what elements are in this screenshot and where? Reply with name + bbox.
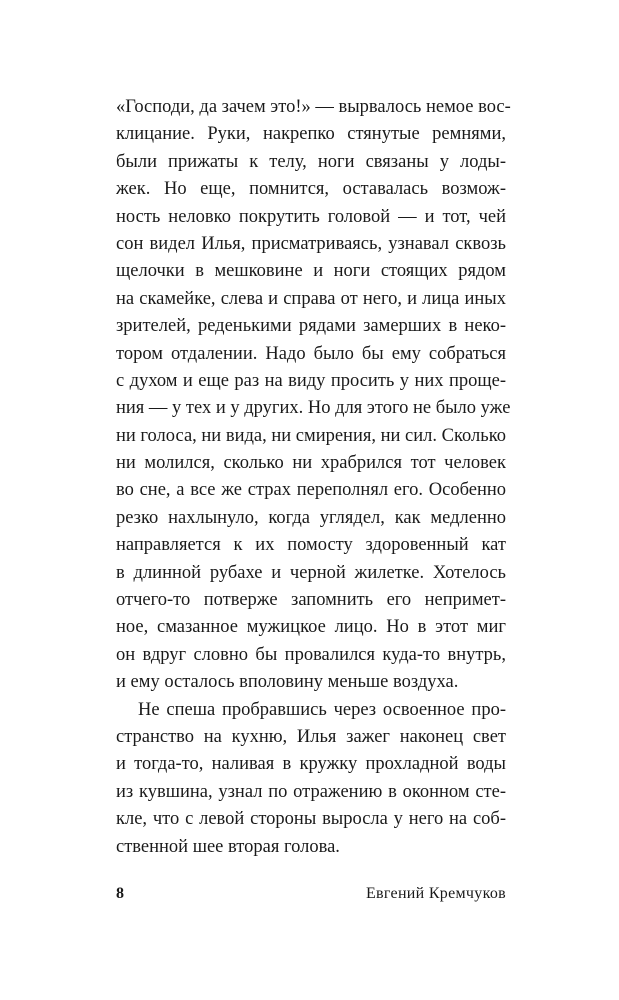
page-footer [116, 882, 506, 906]
text-line: ния — у тех и у других. Но для этого не было уже [116, 398, 511, 419]
text-line: и ему осталось вполовину меньше воздуха. [116, 672, 459, 693]
body-text [116, 94, 511, 861]
text-line: отчего-то потверже запомнить его непримет- [116, 590, 506, 611]
text-line: из кувшина, узнал по отражению в оконном сте- [116, 781, 506, 802]
text-line: «Господи, да зачем это!» — вырвалось немое вос- [116, 97, 511, 117]
text-line: зрителей, реденькими рядами замерших в неко- [116, 316, 506, 337]
paragraph-2 [116, 697, 506, 861]
text-line: ность неловко покрутить головой — и тот, чей [116, 206, 506, 227]
text-line: во сне, а все же страх переполнял его. Особенно [116, 480, 506, 501]
text-line: кле, что с левой стороны выросла у него на соб- [116, 809, 506, 830]
text-line: тором отдалении. Надо было бы ему собраться [116, 343, 506, 364]
text-line: он вдруг словно бы провалился куда-то внутрь, [116, 644, 506, 665]
running-title-author: Евгений Кремчуков [365, 885, 506, 902]
text-line: ное, смазанное мужицкое лицо. Но в этот миг [116, 617, 506, 638]
text-line: щелочки в мешковине и ноги стоящих рядом [116, 261, 506, 282]
text-line: ни молился, сколько ни храбрился тот человек [116, 453, 506, 474]
text-line: и тогда-то, наливая в кружку прохладной воды [116, 754, 506, 775]
text-line: резко нахлынуло, когда углядел, как медленно [116, 507, 506, 528]
text-line: ственной шее вторая голова. [116, 836, 340, 857]
text-line: странство на кухню, Илья зажег наконец свет [116, 726, 506, 747]
page-number: 8 [116, 885, 125, 902]
text-line: были прижаты к телу, ноги связаны у лоды- [116, 151, 506, 172]
text-line: направляется к их помосту здоровенный кат [116, 535, 506, 556]
text-line: жек. Но еще, помнится, оставалась возмож- [116, 179, 506, 200]
text-line: клицание. Руки, накрепко стянутые ремнями, [116, 124, 506, 145]
text-line: сон видел Илья, присматриваясь, узнавал сквозь [116, 233, 506, 254]
text-line: Не спеша пробравшись через освоенное про- [138, 699, 506, 720]
text-line: на скамейке, слева и справа от него, и лица иных [116, 288, 506, 309]
text-line: в длинной рубахе и черной жилетке. Хотелось [116, 562, 506, 583]
text-line: с духом и еще раз на виду просить у них проще- [116, 370, 506, 391]
paragraph-1 [116, 94, 511, 697]
text-line: ни голоса, ни вида, ни смирения, ни сил. Сколько [116, 425, 506, 446]
